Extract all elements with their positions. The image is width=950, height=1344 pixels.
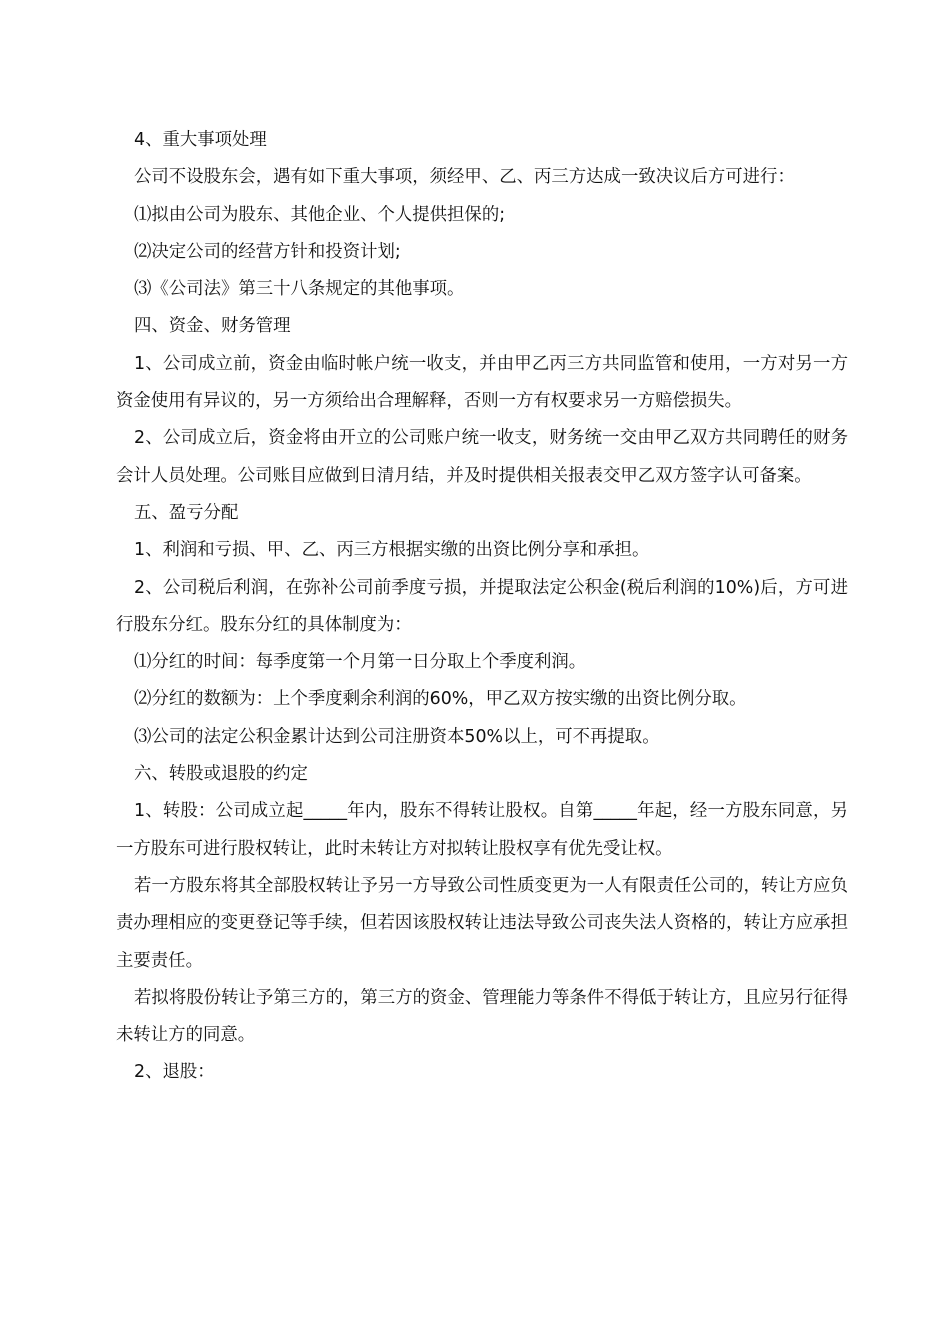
- section-heading-major-matters: 4、重大事项处理: [134, 130, 267, 150]
- list-item-guarantee: ⑴拟由公司为股东、其他企业、个人提供担保的;: [134, 204, 506, 225]
- paragraph-full-transfer: 若一方股东将其全部股权转让予另一方导致公司性质变更为一人有限责任公司的，转让方应负责办理相应的变更登记等手续，但若因该股权转让违法导致公司丧失法人资格的，转让方应承担主要责任。: [116, 875, 848, 971]
- list-item-reserve-fund: ⑶公司的法定公积金累计达到公司注册资本50%以上，可不再提取。: [134, 726, 660, 747]
- paragraph-share-transfer: 1、转股：公司成立起_____年内，股东不得转让股权。自第_____年起，经一方股东同意，另一方股东可进行股权转让，此时未转让方对拟转让股权享有优先受让权。: [116, 801, 848, 859]
- section-heading-finance: 四、资金、财务管理: [134, 316, 291, 337]
- paragraph-profit-sharing: 1、利润和亏损、甲、乙、丙三方根据实缴的出资比例分享和承担。: [134, 540, 650, 561]
- paragraph-finance-after-founding: 2、公司成立后，资金将由开立的公司账户统一收支，财务统一交由甲乙双方共同聘任的财务会计人员处理。公司账目应做到日清月结，并及时提供相关报表交甲乙双方签字认可备案。: [116, 428, 848, 486]
- paragraph-major-matters-intro: 公司不设股东会，遇有如下重大事项，须经甲、乙、丙三方达成一致决议后方可进行：: [134, 167, 795, 188]
- list-item-dividend-time: ⑴分红的时间：每季度第一个月第一日分取上个季度利润。: [134, 652, 587, 673]
- section-heading-share-transfer: 六、转股或退股的约定: [134, 764, 308, 785]
- paragraph-after-tax-profit: 2、公司税后利润，在弥补公司前季度亏损，并提取法定公积金(税后利润的10%)后，方可进行股东分红。股东分红的具体制度为：: [116, 577, 848, 635]
- section-heading-profit-loss: 五、盈亏分配: [134, 502, 239, 523]
- list-item-other-matters: ⑶《公司法》第三十八条规定的其他事项。: [134, 279, 465, 300]
- paragraph-third-party-transfer: 若拟将股份转让予第三方的，第三方的资金、管理能力等条件不得低于转让方，且应另行征得未转让方的同意。: [116, 987, 848, 1046]
- list-item-business-policy: ⑵决定公司的经营方针和投资计划;: [134, 241, 401, 262]
- paragraph-withdrawal: 2、退股：: [134, 1062, 215, 1083]
- paragraph-finance-before-founding: 1、公司成立前，资金由临时帐户统一收支，并由甲乙丙三方共同监管和使用，一方对另一方资金使用有异议的，另一方须给出合理解释，否则一方有权要求另一方赔偿损失。: [116, 353, 848, 412]
- list-item-dividend-amount: ⑵分红的数额为：上个季度剩余利润的60%，甲乙双方按实缴的出资比例分取。: [134, 689, 747, 710]
